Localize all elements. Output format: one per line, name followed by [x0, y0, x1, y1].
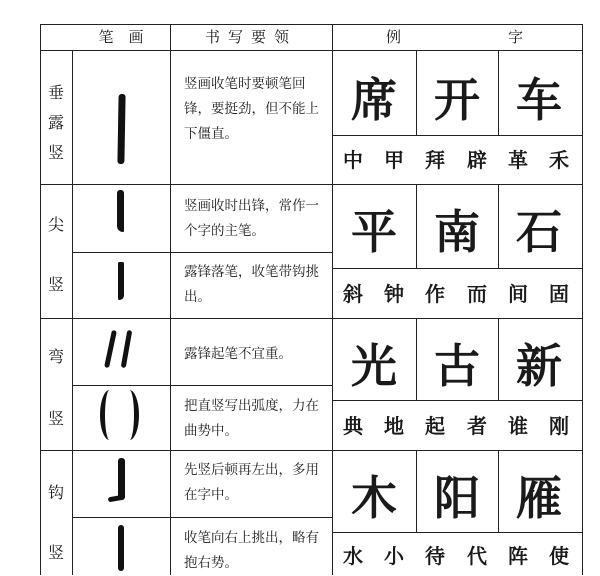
- row-3-label-char-2: 竖: [47, 409, 64, 428]
- row-1-large-example-1: 席: [351, 73, 397, 127]
- row-3-small-example-3: 起: [425, 414, 445, 438]
- row-3-small-example-2: 地: [384, 414, 404, 438]
- row-3-small-example-1: 典: [343, 414, 363, 438]
- row-3-large-example-1: 光: [351, 339, 397, 393]
- row-1-label-char-1: 垂: [47, 83, 64, 102]
- row-3-small-example-5: 谁: [508, 414, 528, 438]
- row-4-small-example-5: 阵: [508, 544, 528, 568]
- row-1-instruction: 竖画收笔时要顿笔回锋，要挺劲，但不能上下僵直。: [184, 76, 319, 142]
- row-4-instruction-1: 先竖后顿再左出，多用在字中。: [184, 462, 319, 503]
- stroke-column-divider: [170, 24, 171, 575]
- row-2-small-example-5: 间: [508, 282, 528, 306]
- header-examples-right: 字: [508, 28, 524, 46]
- examples-divider-2: [332, 268, 582, 269]
- row-divider-2: [40, 318, 582, 319]
- row-2-small-example-3: 作: [425, 282, 445, 306]
- header-divider: [40, 50, 582, 51]
- row-1-label-char-2: 露: [47, 113, 64, 132]
- label-column-divider: [72, 50, 73, 575]
- header-key-points: 书写要领: [204, 28, 297, 46]
- row-1-large-example-3: 车: [516, 73, 562, 127]
- examples-divider-3: [332, 400, 582, 401]
- row-4-label-char-2: 竖: [47, 543, 64, 562]
- row-3-instruction-2: 把直竖写出弧度，力在曲势中。: [184, 398, 319, 439]
- sub-divider-4: [72, 517, 332, 518]
- row-1-small-example-2: 甲: [384, 148, 404, 172]
- row-4-small-example-4: 代: [467, 544, 487, 568]
- row-2-small-example-6: 固: [549, 282, 569, 306]
- row-4-small-example-1: 水: [343, 544, 363, 568]
- hook-stroke-sample-1: [118, 458, 125, 500]
- row-1-large-example-2: 开: [434, 73, 480, 127]
- row-3-small-example-6: 刚: [549, 414, 569, 438]
- row-4-large-example-3: 雁: [516, 471, 562, 525]
- row-4-small-example-2: 小: [384, 544, 404, 568]
- vertical-stroke-sample-2: [117, 190, 124, 232]
- row-divider-1: [40, 184, 582, 185]
- row-3-small-example-4: 者: [467, 414, 487, 438]
- row-3-large-example-3: 新: [516, 339, 562, 393]
- header-examples-left: 例: [386, 28, 402, 46]
- curved-stroke-sample-2b: [120, 390, 139, 440]
- row-2-small-example-1: 斜: [343, 282, 363, 306]
- row-3-label-char-1: 弯: [47, 347, 64, 366]
- row-divider-3: [40, 450, 582, 451]
- row-2-small-example-4: 而: [467, 282, 487, 306]
- curved-stroke-sample-1b: [121, 330, 133, 368]
- table-border-right: [582, 24, 583, 575]
- curved-stroke-sample-2a: [100, 390, 119, 440]
- row-2-large-example-3: 石: [516, 205, 562, 259]
- row-4-instruction-2: 收笔向右上挑出，略有抱右势。: [184, 530, 319, 571]
- row-2-small-example-2: 钟: [384, 282, 404, 306]
- examples-divider-1: [332, 135, 582, 136]
- curved-stroke-sample-1a: [104, 330, 117, 368]
- row-4-small-example-3: 待: [425, 544, 445, 568]
- row-2-large-example-2: 南: [434, 205, 480, 259]
- row-2-instruction-1: 竖画收时出锋，常作一个字的主笔。: [184, 198, 319, 239]
- row-1-label-char-3: 竖: [47, 143, 64, 162]
- sub-divider-2: [72, 252, 332, 253]
- table-border-left: [40, 24, 41, 575]
- row-4-label-char-1: 钩: [47, 483, 64, 502]
- row-3-instruction-1: 露锋起笔不宜重。: [184, 346, 292, 362]
- row-2-label-char-1: 尖: [47, 215, 64, 234]
- row-3-large-example-2: 古: [434, 339, 480, 393]
- row-1-small-example-6: 禾: [549, 148, 569, 172]
- row-2-instruction-2: 露锋落笔，收笔带钩挑出。: [184, 264, 319, 305]
- sub-divider-3: [72, 385, 332, 386]
- row-2-large-example-1: 平: [351, 205, 397, 259]
- row-1-small-example-5: 革: [508, 148, 528, 172]
- row-1-small-example-1: 中: [343, 148, 363, 172]
- row-1-small-example-4: 辟: [467, 148, 487, 172]
- hook-stroke-sample-2: [118, 525, 124, 571]
- row-4-large-example-1: 木: [351, 471, 397, 525]
- header-strokes: 笔 画: [98, 28, 144, 46]
- examples-divider-4: [332, 532, 582, 533]
- vertical-stroke-sample-3: [118, 262, 124, 300]
- row-4-small-example-6: 使: [549, 544, 569, 568]
- row-2-label-char-2: 竖: [47, 275, 64, 294]
- hook-stroke-sample-1-tail: [108, 495, 125, 503]
- row-1-small-example-3: 拜: [425, 148, 445, 172]
- row-4-large-example-2: 阳: [434, 471, 480, 525]
- vertical-stroke-sample-1: [117, 94, 125, 164]
